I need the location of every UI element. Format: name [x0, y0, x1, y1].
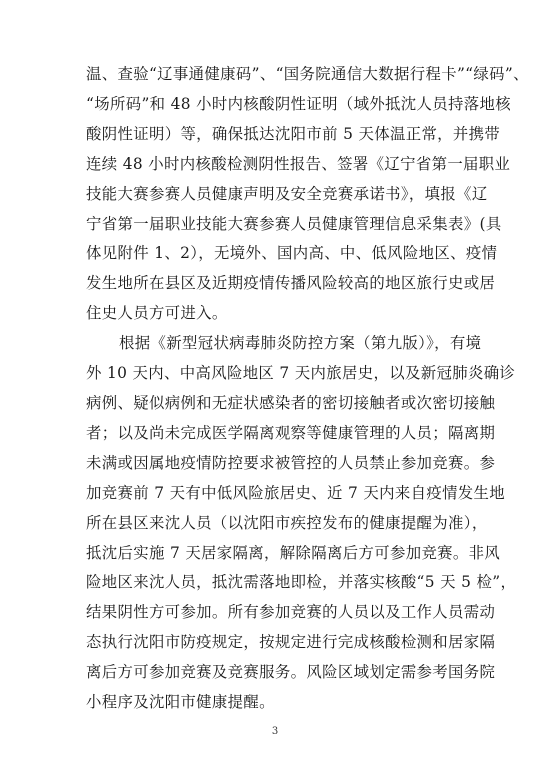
text-line: 离后方可参加竞赛及竞赛服务。风险区域划定需参考国务院 — [86, 663, 496, 682]
page-number: 3 — [271, 726, 279, 737]
text-line: 抵沈后实施 7 天居家隔离，解除隔离后方可参加竞赛。非风 — [86, 543, 501, 562]
text-line: 小程序及沈阳市健康提醒。 — [86, 693, 275, 711]
text-line: 外 10 天内、中高风险地区 7 天内旅居史，以及新冠肺炎确诊 — [86, 364, 516, 382]
text-line: 结果阴性方可参加。所有参加竞赛的人员以及工作人员需动 — [86, 603, 496, 622]
paragraph-first-line: 根据《新型冠状病毒肺炎防控方案（第九版）》，有境 — [119, 334, 482, 353]
text-line: 连续 48 小时内核酸检测阴性报告、签署《辽宁省第一届职业 — [86, 154, 511, 173]
text-line: 态执行沈阳市防疫规定，按规定进行完成核酸检测和居家隔 — [86, 633, 496, 652]
text-line: 病例、疑似病例和无症状感染者的密切接触者或次密切接触 — [86, 394, 496, 412]
text-line: 温、查验“辽事通健康码”、“国务院通信大数据行程卡”“绿码”、 — [86, 65, 529, 83]
text-line: 所在县区来沈人员（以沈阳市疾控发布的健康提醒为准）， — [86, 513, 488, 532]
text-line: “场所码”和 48 小时内核酸阴性证明（域外抵沈人员持落地核 — [86, 94, 511, 113]
text-line: 技能大赛参赛人员健康声明及安全竞赛承诺书》，填报《辽 — [86, 184, 488, 203]
text-line: 体见附件 1、2），无境外、国内高、中、低风险地区、疫情 — [86, 244, 498, 263]
text-line: 酸阴性证明）等，确保抵达沈阳市前 5 天体温正常，并携带 — [86, 124, 501, 143]
text-line: 住史人员方可进入。 — [86, 304, 228, 323]
text-line: 者；以及尚未完成医学隔离观察等健康管理的人员；隔离期 — [86, 423, 496, 442]
text-line: 未满或因属地疫情防控要求被管控的人员禁止参加竞赛。参 — [86, 453, 496, 472]
text-line: 险地区来沈人员，抵沈需落地即检，并落实核酸“5 天 5 检”， — [86, 573, 517, 592]
text-line: 加竞赛前 7 天有中低风险旅居史、近 7 天内来自疫情发生地 — [86, 483, 506, 502]
text-line: 宁省第一届职业技能大赛参赛人员健康管理信息采集表》(具 — [86, 214, 502, 233]
text-line: 发生地所在县区及近期疫情传播风险较高的地区旅行史或居 — [86, 274, 496, 293]
